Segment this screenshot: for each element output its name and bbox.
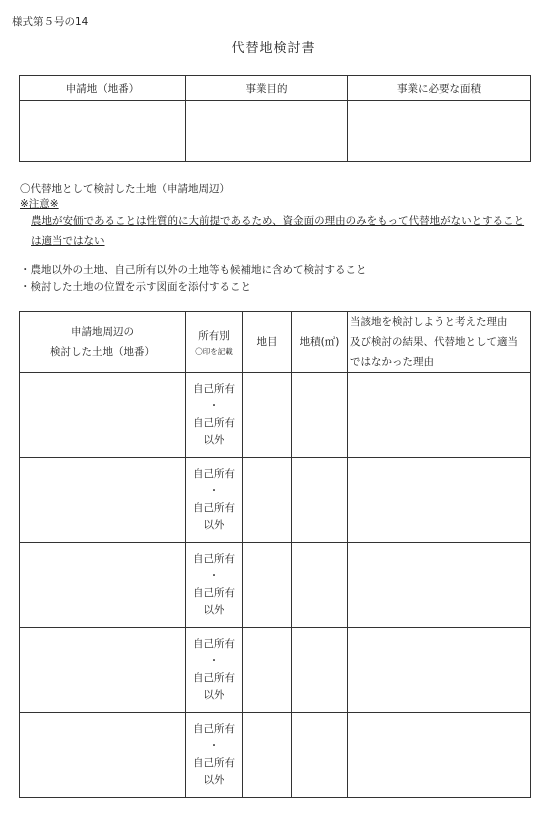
ownership-other-line1: 自己所有: [193, 417, 235, 429]
land-category-cell[interactable]: [243, 628, 292, 713]
document-title: 代替地検討書: [231, 41, 316, 56]
candidate-row: [20, 543, 531, 628]
header-candidate-land-line1: 申請地周辺の: [71, 326, 134, 338]
ownership-own: 自己所有: [193, 553, 235, 565]
section-heading: 〇代替地として検討した土地（申請地周辺）: [20, 183, 230, 195]
candidate-land-cell[interactable]: [20, 628, 186, 713]
ownership-separator: ・: [208, 740, 220, 752]
land-area-cell[interactable]: [292, 713, 348, 798]
ownership-cell[interactable]: [186, 713, 243, 798]
ownership-other-line2: 以外: [203, 604, 225, 616]
ownership-cell[interactable]: [186, 373, 243, 458]
land-area-cell[interactable]: [292, 373, 348, 458]
header-application-land: 申請地（地番）: [20, 76, 186, 101]
land-category-cell[interactable]: [243, 543, 292, 628]
candidate-row: [20, 628, 531, 713]
reason-cell[interactable]: [348, 628, 531, 713]
instruction-bullet: ・農地以外の土地、自己所有以外の土地等も候補地に含めて検討すること: [20, 264, 367, 276]
ownership-other-line1: 自己所有: [193, 672, 235, 684]
ownership-own: 自己所有: [193, 723, 235, 735]
header-reason-line3: ではなかった理由: [350, 356, 434, 368]
reason-cell[interactable]: [348, 543, 531, 628]
ownership-separator: ・: [208, 485, 220, 497]
header-reason-line2: 及び検討の結果、代替地として適当: [350, 336, 518, 348]
ownership-own: 自己所有: [193, 638, 235, 650]
land-category-cell[interactable]: [243, 373, 292, 458]
ownership-cell[interactable]: [186, 628, 243, 713]
ownership-cell[interactable]: [186, 458, 243, 543]
land-category-cell[interactable]: [243, 713, 292, 798]
application-land-cell[interactable]: [20, 101, 186, 162]
caution-label: ※注意※: [20, 198, 59, 210]
header-land-area: 地積(㎡): [292, 312, 348, 373]
ownership-other-line2: 以外: [203, 519, 225, 531]
ownership-own: 自己所有: [193, 468, 235, 480]
land-area-cell[interactable]: [292, 458, 348, 543]
header-candidate-land-line2: 検討した土地（地番）: [50, 346, 155, 358]
land-area-cell[interactable]: [292, 628, 348, 713]
candidate-land-cell[interactable]: [20, 458, 186, 543]
ownership-other-line1: 自己所有: [193, 502, 235, 514]
ownership-other-line1: 自己所有: [193, 587, 235, 599]
form-number: 様式第５号の14: [12, 16, 89, 28]
ownership-other-line1: 自己所有: [193, 757, 235, 769]
candidate-land-cell[interactable]: [20, 373, 186, 458]
ownership-other-line2: 以外: [203, 689, 225, 701]
ownership-separator: ・: [208, 570, 220, 582]
candidate-row: [20, 713, 531, 798]
header-ownership: [186, 312, 243, 373]
land-category-cell[interactable]: [243, 458, 292, 543]
candidate-land-cell[interactable]: [20, 543, 186, 628]
header-land-category: 地目: [243, 312, 292, 373]
ownership-separator: ・: [208, 400, 220, 412]
ownership-cell[interactable]: [186, 543, 243, 628]
header-ownership-note: 〇印を記載: [195, 347, 233, 356]
ownership-separator: ・: [208, 655, 220, 667]
instruction-bullet: ・検討した土地の位置を示す図面を添付すること: [20, 281, 251, 293]
candidate-table-header-row: [20, 312, 531, 373]
header-reason-line1: 当該地を検討しようと考えた理由: [350, 316, 508, 328]
candidate-row: [20, 373, 531, 458]
candidate-land-table: [19, 311, 531, 798]
application-table: [19, 75, 531, 162]
business-purpose-cell[interactable]: [186, 101, 348, 162]
header-required-area: 事業に必要な面積: [348, 76, 531, 101]
header-ownership-label: 所有別: [198, 330, 230, 342]
land-area-cell[interactable]: [292, 543, 348, 628]
reason-cell[interactable]: [348, 458, 531, 543]
required-area-cell[interactable]: [348, 101, 531, 162]
reason-cell[interactable]: [348, 713, 531, 798]
reason-cell[interactable]: [348, 373, 531, 458]
header-candidate-land: [20, 312, 186, 373]
ownership-other-line2: 以外: [203, 434, 225, 446]
caution-text: 農地が安価であることは性質的に大前提であるため、資金面の理由のみをもって代替地がないとすることは適当ではない: [31, 215, 525, 247]
header-reason: [348, 312, 531, 373]
ownership-other-line2: 以外: [203, 774, 225, 786]
header-business-purpose: 事業目的: [186, 76, 348, 101]
candidate-land-cell[interactable]: [20, 713, 186, 798]
ownership-own: 自己所有: [193, 383, 235, 395]
candidate-row: [20, 458, 531, 543]
